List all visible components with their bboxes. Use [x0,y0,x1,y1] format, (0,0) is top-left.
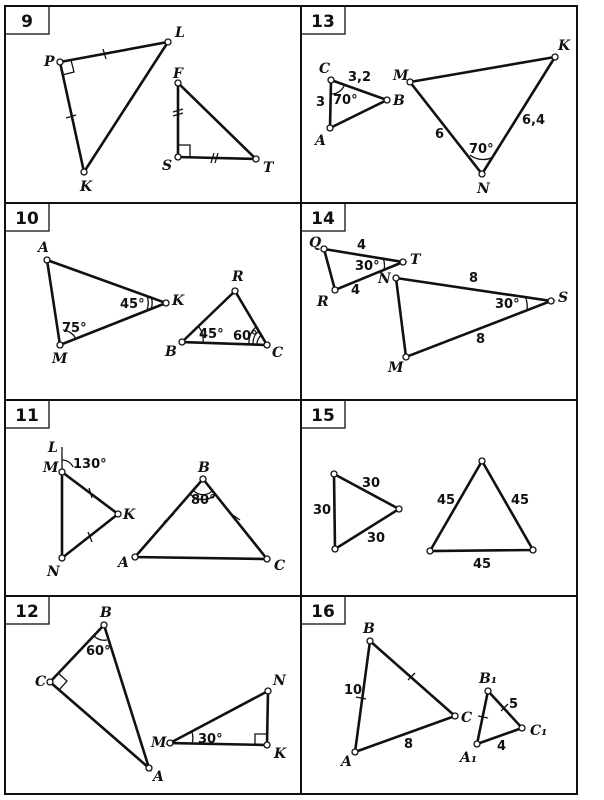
vertex-t [253,156,259,162]
panel-11-figures [42,440,285,580]
label-n-12: N [273,673,286,689]
label-m: M [393,68,409,84]
vertex-k [81,169,87,175]
panel-12-figures [35,605,287,785]
vertex-m-14 [403,354,409,360]
label-t-14: T [410,252,421,268]
vertex-a [327,125,333,131]
measure-angle-m-12: 30° [198,732,223,747]
label-c-11: C [274,558,286,574]
measure-ns: 8 [469,271,479,286]
panel-14-figures [309,235,568,376]
label-c-10: C [272,345,284,361]
vertex-c-11 [264,556,270,562]
vertex-a-16 [352,749,358,755]
triangle-plk [60,42,168,172]
label-k: K [80,179,93,195]
vertex-a-10 [44,257,50,263]
measure-side-5: 45 [511,493,530,508]
measure-kn: 6,4 [522,113,546,128]
vertex-c1 [519,725,525,731]
label-b-12: B [100,605,112,621]
vertex-15-a [331,471,337,477]
label-f: F [173,66,183,82]
label-q: Q [309,235,322,251]
vertex-p [57,59,63,65]
vertex-a-11 [132,554,138,560]
vertex-s [175,154,181,160]
panel-number-15: 15 [311,406,335,426]
measure-b1c1: 5 [509,697,519,712]
vertex-r [232,288,238,294]
panel-10-figures [36,240,283,367]
angle-arc-b-12 [94,636,107,640]
label-n-11: N [47,564,60,580]
vertex-n-11 [59,555,65,561]
measure-c1a1: 4 [497,739,507,754]
label-b-11: B [198,460,210,476]
measure-side-3: 30 [367,531,386,546]
vertex-k-13 [552,54,558,60]
vertex-a-12 [146,765,152,771]
vertex-c-16 [452,713,458,719]
panel-number-11: 11 [15,406,39,426]
label-r-14: R [317,294,329,310]
vertex-r-14 [332,287,338,293]
measure-side-1: 30 [362,476,381,491]
label-k-12: K [274,746,287,762]
panel-number-13: 13 [311,12,335,32]
vertex-l [165,39,171,45]
vertex-15-b [396,506,402,512]
vertex-b1 [485,688,491,694]
vertex-k-10 [163,300,169,306]
triangle-nsm [396,278,551,357]
label-a-12: A [153,769,164,785]
measure-mn: 6 [435,127,445,142]
vertex-15-e [427,548,433,554]
vertex-b-12 [101,622,107,628]
vertex-m-12 [167,740,173,746]
measure-sm: 8 [476,332,486,347]
panel-12-frame [5,596,301,794]
vertex-c [328,77,334,83]
label-r: R [232,269,244,285]
label-b-10: B [165,344,177,360]
label-p: P [44,54,55,70]
vertex-n [479,171,485,177]
label-b1: B₁ [479,671,497,687]
measure-angle-n: 70° [469,142,494,157]
label-a: A [315,133,326,149]
label-m-11: M [43,460,59,476]
label-a-16: A [341,754,352,770]
vertex-m-10 [57,342,63,348]
panel-9-figures [43,25,275,195]
measure-angle-m: 75° [62,321,87,336]
panel-16-figures [339,621,547,770]
measure-ca: 3 [316,95,326,110]
vertex-15-c [332,546,338,552]
measure-angle-c: 70° [333,93,358,108]
label-n: N [477,181,490,197]
label-c-16: C [461,710,473,726]
label-l: L [175,25,185,41]
vertex-m-11 [59,469,65,475]
vertex-c-12 [47,679,53,685]
vertex-s-14 [548,298,554,304]
angle-arc-k-1 [147,296,148,310]
measure-angle-b-11: 80° [191,493,216,508]
label-l-11: L [48,440,58,456]
label-k-10: K [172,293,185,309]
label-a1: A₁ [460,750,477,766]
angle-arc-k-2 [151,297,152,309]
panel-9-frame [5,6,301,203]
measure-ac: 8 [404,737,414,752]
vertex-b [384,97,390,103]
measure-angle-t: 30° [355,259,380,274]
panel-number-12: 12 [15,602,39,622]
angle-arc-m-12 [192,732,193,744]
panel-13-figures [313,38,571,197]
vertex-b-11 [200,476,206,482]
label-m-10: M [52,351,68,367]
measure-angle-b: 45° [199,327,224,342]
label-b-16: B [363,621,375,637]
angle-arc-t [383,258,384,270]
measure-angle-s: 30° [495,297,520,312]
measure-side-6: 45 [473,557,492,572]
vertex-15-f [530,547,536,553]
label-c-12: C [35,674,47,690]
label-k-13: K [558,38,571,54]
vertex-n-14 [393,275,399,281]
label-t: T [263,160,274,176]
label-s: S [162,158,173,174]
measure-cb: 3,2 [348,70,372,85]
vertex-c-10 [264,342,270,348]
label-c: C [319,61,331,77]
measure-tr: 4 [351,283,361,298]
vertex-b-10 [179,339,185,345]
measure-side-2: 30 [313,503,332,518]
measure-ab: 10 [344,683,363,698]
vertex-b-16 [367,638,373,644]
exterior-angle-arc-m [62,460,73,467]
triangle-bac [135,479,267,559]
vertex-k-11 [115,511,121,517]
vertex-n-12 [265,688,271,694]
panel-number-10: 10 [15,209,39,229]
measure-angle-b-12: 60° [86,644,111,659]
vertex-k-12 [264,742,270,748]
panel-number-16: 16 [311,602,335,622]
label-b: B [393,93,405,109]
measure-exterior-angle-m: 130° [73,457,107,472]
measure-side-4: 45 [437,493,456,508]
measure-angle-k: 45° [120,297,145,312]
label-k-11: K [123,507,136,523]
label-n-14: N [378,271,391,287]
vertex-q [321,246,327,252]
panel-14-frame [301,203,577,400]
label-m-14: M [388,360,404,376]
panel-10-frame [5,203,301,400]
panel-15-figures [313,458,536,572]
measure-angle-c: 60° [233,329,258,344]
tick-mark-ba [164,514,174,522]
label-s-14: S [558,290,569,306]
right-angle-mark-c [58,673,67,690]
vertex-a1 [474,741,480,747]
vertex-15-d [479,458,485,464]
triangle-mkn-11 [62,472,118,558]
panel-number-9: 9 [21,12,33,32]
label-m-12: M [151,735,167,751]
label-a-11: A [118,555,129,571]
measure-qt: 4 [357,238,367,253]
triangle-bca-16 [355,641,455,752]
label-c1: C₁ [530,723,548,739]
panel-number-14: 14 [311,209,335,229]
label-a-10: A [38,240,49,256]
vertex-t [400,259,406,265]
